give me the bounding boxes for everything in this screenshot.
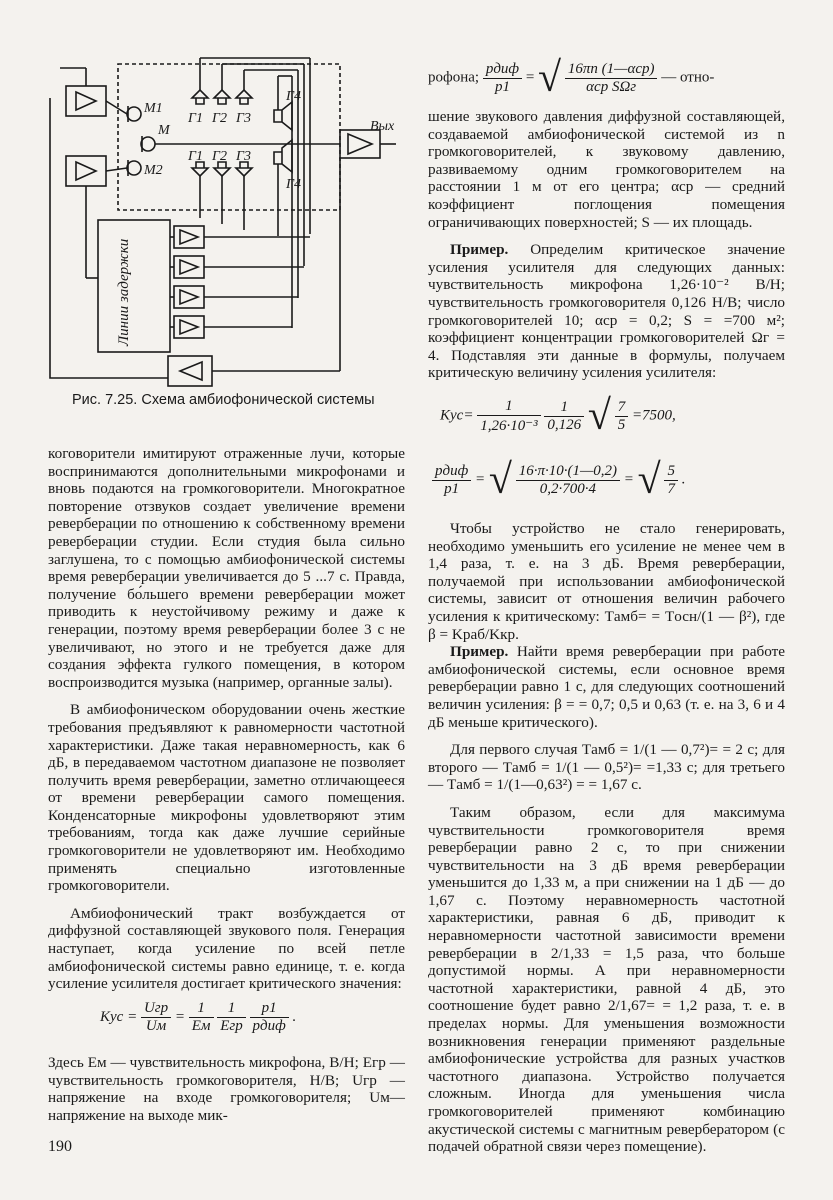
frac-num: 7: [615, 399, 629, 417]
paragraph: Амбиофонический тракт возбуждается от диффузной составляющей звукового поля. Генерация наступает, когда усиление по всей петле амбиофонической системы равно единице, т. е. когда усиление усилителя достигает критического значения:: [48, 904, 405, 993]
frac-den: Uм: [145, 1018, 167, 1034]
label-g4-bottom: Г4: [286, 177, 301, 192]
amplifier-top-left: [66, 86, 106, 116]
paragraph: Здесь Eм — чувствительность микрофона, В/Н; Eгр — чувствительность громкоговорителя, Н/В; Uгр — напряжение на входе громкоговорителя; Uм—напряжение на выходе мик-: [48, 1054, 405, 1124]
pdif-num: pдиф: [483, 61, 522, 79]
left-column-tail: [48, 1054, 405, 1124]
label-output: Вых: [370, 119, 395, 134]
speaker-g2-bottom: [214, 162, 230, 176]
speaker-g3-top: [236, 90, 252, 104]
mic-m: [141, 137, 155, 151]
label-g3-bottom: Г3: [236, 149, 251, 164]
frac-num: 1: [477, 398, 540, 416]
rhs-num: 16πn (1—αср): [565, 61, 658, 79]
label-g1-top: Г1: [188, 111, 203, 126]
rhs-den: αср SΩг: [586, 78, 637, 95]
frac-den: pдиф: [252, 1018, 286, 1034]
speaker-g1-top: [192, 90, 208, 104]
kus-lhs: Kус=: [440, 407, 474, 424]
speaker-g4-top: [274, 102, 292, 130]
paragraph: Чтобы устройство не стало генерировать, необходимо уменьшить его усиление не менее чем в 1,4 раза, т. е. на 3 дБ. Время реверберации, получаемой при использовании амбиофонической системы, зависит от отношения величин рабочего усиления к критическому: Tамб= = Tосн/(1 — β²), где β = Kраб/Kкр.: [428, 520, 785, 643]
frac-num: Uгр: [141, 1000, 171, 1018]
formula-pdif-ratio: рофона; $\frac{\text{pдиф}}{p1}$ = √ $\frac{\text{16πn (1—αср)}}{\text{αср SΩг}}$ — отно-: [428, 55, 715, 101]
frac-den: Eгр: [220, 1018, 243, 1034]
label-g3-top: Г3: [236, 111, 251, 126]
frac-num: 1: [217, 1000, 246, 1018]
feedback-amplifier: [168, 356, 212, 386]
mic-m2: [127, 161, 141, 175]
page-number: 190: [48, 1138, 72, 1155]
kus-result: =7500,: [631, 407, 676, 424]
label-g4-top: Г4: [286, 89, 301, 104]
paragraph: Определим критическое значение усиления усилителя для следующих данных: чувствительность микрофона 1,26·10⁻² В/Н; чувствительность громкоговорителя 0,126 Н/В; число громкоговорителей 10; αср = 0,2; S = =700 м²; коэффициент концентрации громкоговорителей Ωг = 4. Подставляя эти данные в формулы, получаем критическую величину усиления усилителя:: [428, 241, 785, 382]
frac-den: Eм: [191, 1018, 211, 1034]
left-column: [48, 445, 405, 993]
kus-lhs: Kус =: [100, 1008, 138, 1025]
frac-num: 1: [189, 1000, 214, 1018]
formula-kus-symbolic: Kус = $\frac{\text{Uгр}}{Uм}$ = $\frac{1}{Eм}$ $\frac{1}{\text{Eгр}}$ $\frac{p1}{\text{pдиф}}$ .: [100, 1000, 297, 1034]
frac-num: 5: [664, 463, 678, 481]
speaker-g1-bottom: [192, 162, 208, 176]
frac-num: 16·π·10·(1—0,2): [516, 463, 620, 481]
paragraph: коговорители имитируют отраженные лучи, которые воспринимаются дополнительными микрофонами и вновь подаются на громкоговорители. Многократное повторение отзвуков создает увеличение времени реверберации по отношению к собственному времени реверберации студии. Если студия была сильно заглушена, то с помощью амбиофонической системы время реверберации увеличивается до 5 ...7 с. Правда, получение бо́льшего времени реверберации может приводить к неустойчивому режиму и даже к генерации, поэтому время реверберации более 3 с не увеличивают, но этого и не требуется даже для создания эффекта гулкого помещения, в котором воспроизводится музыка (например, органные залы).: [48, 445, 405, 691]
frac-num: 1: [544, 399, 584, 417]
label-delay-lines: Линии задержки: [116, 238, 132, 346]
frac-den: 0,2·700·4: [539, 480, 596, 497]
speaker-g3-bottom: [236, 162, 252, 176]
paragraph: Таким образом, если для максимума чувствительности громкоговорителя время реверберации равно 2 с, то при снижении чувствительности на 3 дБ время реверберации уменьшится до 1,33 м, а при снижении на 1 дБ — до 1,67 с. Поэтому неравномерность частотной характеристики, равная 6 дБ, приводит к неравномерности частотной зависимости времени реверберации в 2/1,33 = 1,5 раза, что больше допустимой нормы. А при неравномерности частотной характеристики, равной 4 дБ, это соотношение будет равно 2/1,67= = 1,2 раза, т. е. в пределах нормы. Для уменьшения возможности возникновения генерации применяют раздельные амбиофонические устройства для разных участков частотного диапазона. Устройство получается сложным. Иногда для уменьшения числа громкоговорителей применяют комбинацию акустической системы с магнитным ревербератором (с подачей обратной связи через помещение).: [428, 803, 785, 1156]
amplifier-bottom-left: [66, 156, 106, 186]
example-label: Пример.: [450, 241, 509, 259]
label-m1: M1: [144, 101, 163, 116]
paragraph: В амбиофоническом оборудовании очень жесткие требования предъявляют к равномерности частотной характеристики. Даже такая неравномерность, как 6 дБ, в передаваемом частотном диапазоне не позволяет получить время реверберации, заметно отличающееся от времени реверберации самого помещения. Конденсаторные микрофоны удовлетворяют этим требованиям, тогда как даже лучшие серийные громкоговорители не удовлетворяют им. Необходимо применять специально изготовленные громкоговорители.: [48, 701, 405, 895]
paragraph: шение звукового давления диффузной составляющей, создаваемой амбиофонической системой из n громкоговорителей, к звуковому давлению, развиваемому одним громкоговорителем на расстоянии 1 м от его центра; αср — средний коэффициент поглощения помещения ограничивающих поверхностей; S — их площадь.: [428, 108, 785, 231]
example-label: Пример.: [450, 643, 509, 661]
mic-m1: [127, 107, 141, 121]
label-m: M: [158, 123, 170, 138]
frac-num: pдиф: [432, 463, 471, 481]
label-m2: M2: [144, 163, 163, 178]
pdif-den: p1: [494, 78, 510, 95]
frac-den: 7: [667, 480, 675, 497]
formula-kus-numeric: Kус= $\frac{1}{\text{1,26·10⁻³}}$ $\frac{1}{0,126}$ √ $\frac{7}{5}$ =7500,: [440, 393, 676, 439]
speaker-g4-bottom: [274, 140, 292, 172]
right-column-bottom: [428, 520, 785, 1156]
formula-pdif-numeric: $\frac{\text{pдиф}}{p1}$ = √ $\frac{16\cdot\pi\cdot 10\cdot(1—0,2)}{0,2\cdot 700\cdot 4}$ = √ $\frac{5}{7}$ .: [432, 456, 685, 504]
ambiophonic-system-diagram: [40, 48, 402, 388]
frac-num: p1: [250, 1000, 289, 1018]
right-column-top: [428, 108, 785, 382]
label-g1-bottom: Г1: [188, 149, 203, 164]
figure-caption: Рис. 7.25. Схема амбиофонической системы: [72, 392, 375, 408]
paragraph: Найти время реверберации при работе амбиофонической системы, если основное время реверберации равно 1 с, для следующих соотношений величин усиления: β = = 0,7; 0,5 и 0,63 (т. е. на 3, 6 и 4 дБ меньше критического).: [428, 643, 786, 731]
frac-den: 5: [617, 416, 626, 433]
frac-den: 0,126: [547, 416, 582, 433]
delay-lines-block: [98, 220, 170, 352]
formula-lead: рофона;: [428, 69, 480, 86]
label-g2-top: Г2: [212, 111, 227, 126]
formula-tail: — отно-: [661, 69, 715, 86]
frac-den: 1,26·10⁻³: [480, 417, 538, 434]
frac-den: p1: [444, 480, 460, 497]
paragraph: Для первого случая Tамб = 1/(1 — 0,7²)= = 2 с; для второго — Tамб = 1/(1 — 0,5²)= =1,33 с; для третьего — Tамб = 1/(1—0,63²) = = 1,67 с.: [428, 741, 785, 794]
label-g2-bottom: Г2: [212, 149, 227, 164]
speaker-g2-top: [214, 90, 230, 104]
